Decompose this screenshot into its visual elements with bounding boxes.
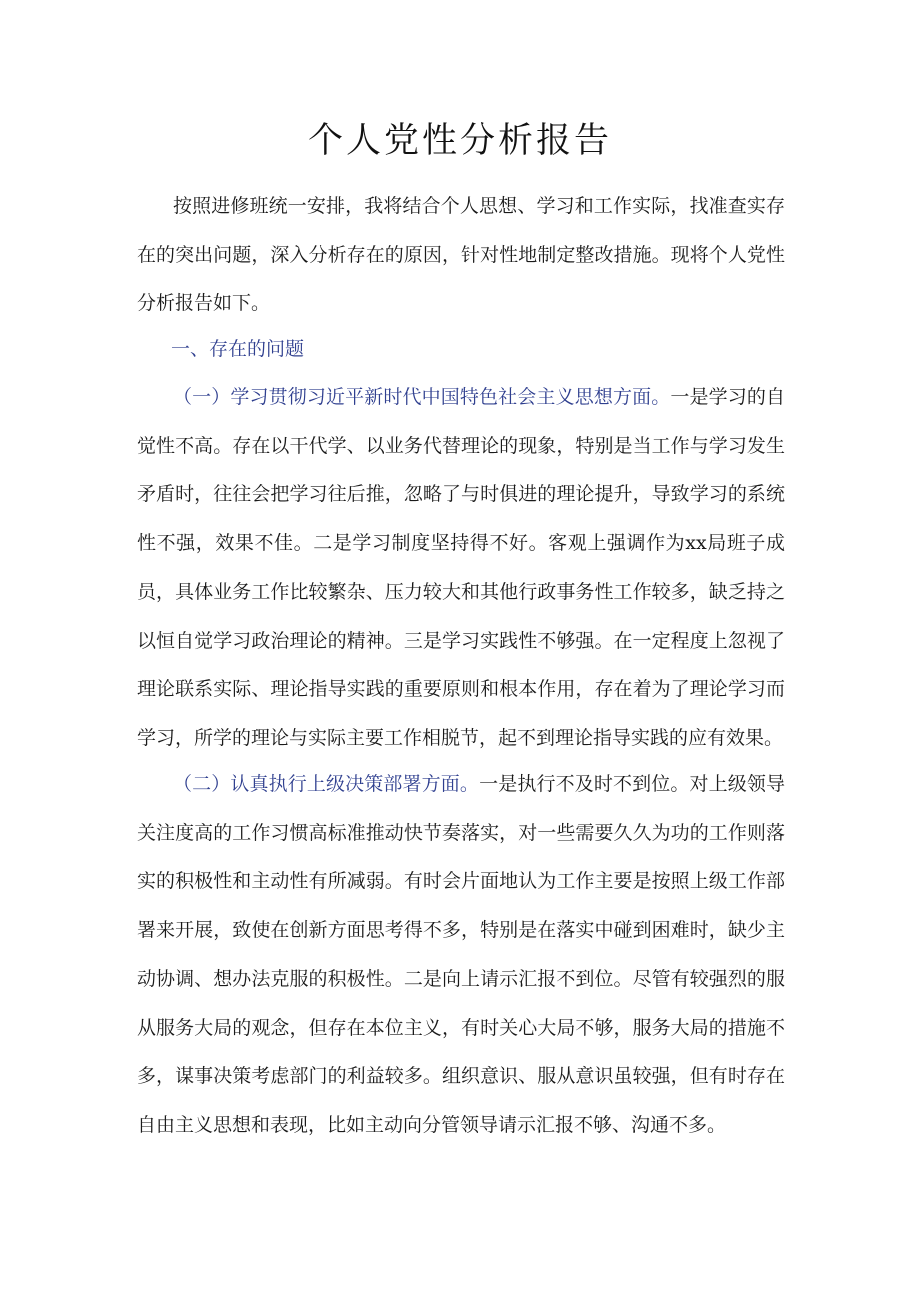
section-heading: 一、存在的问题 — [171, 338, 305, 360]
item2-text: 一是执行不及时不到位。对上级领导关注度高的工作习惯高标准推动快节奏落实，对一些需要久久为功的工作则落实的积极性和主动性有所减弱。有时会片面地认为工作主要是按照上级工作部署来开展，致使在创新方面思考得不多，特别是在落实中碰到困难时，缺少主动协调、想办法克服的积极性。二是向上请示汇报不到位。尽管有较强烈的服从服务大局的观念，但存在本位主义，有时关心大局不够，服务大局的措施不多，谋事决策考虑部门的利益较多。组织意识、服从意识虽较强，但有时存在自由主义思想和表现，比如主动向分管领导请示汇报不够、沟通不多。 — [137, 773, 785, 1136]
document-title: 个人党性分析报告 — [307, 121, 612, 161]
item2-heading: （二）认真执行上级决策部署方面。 — [173, 773, 480, 795]
intro-paragraph: 按照进修班统一安排，我将结合个人思想、学习和工作实际，找准查实存在的突出问题，深入分析存在的原因，针对性地制定整改措施。现将个人党性分析报告如下。 — [137, 195, 785, 315]
item2-paragraph — [137, 760, 785, 1150]
item1-text: 一是学习的自觉性不高。存在以干代学、以业务代替理论的现象，特别是当工作与学习发生矛盾时，往往会把学习往后推，忽略了与时俱进的理论提升，导致学习的系统性不强，效果不佳。二是学习制度坚持得不好。客观上强调作为xx局班子成员，具体业务工作比较繁杂、压力较大和其他行政事务性工作较多，缺乏持之以恒自觉学习政治理论的精神。三是学习实践性不够强。在一定程度上忽视了理论联系实际、理论指导实践的重要原则和根本作用，存在着为了理论学习而学习，所学的理论与实际主要工作相脱节，起不到理论指导实践的应有效果。 — [137, 386, 785, 749]
item1-paragraph — [137, 373, 785, 763]
item1-heading: （一）学习贯彻习近平新时代中国特色社会主义思想方面。 — [173, 386, 671, 408]
